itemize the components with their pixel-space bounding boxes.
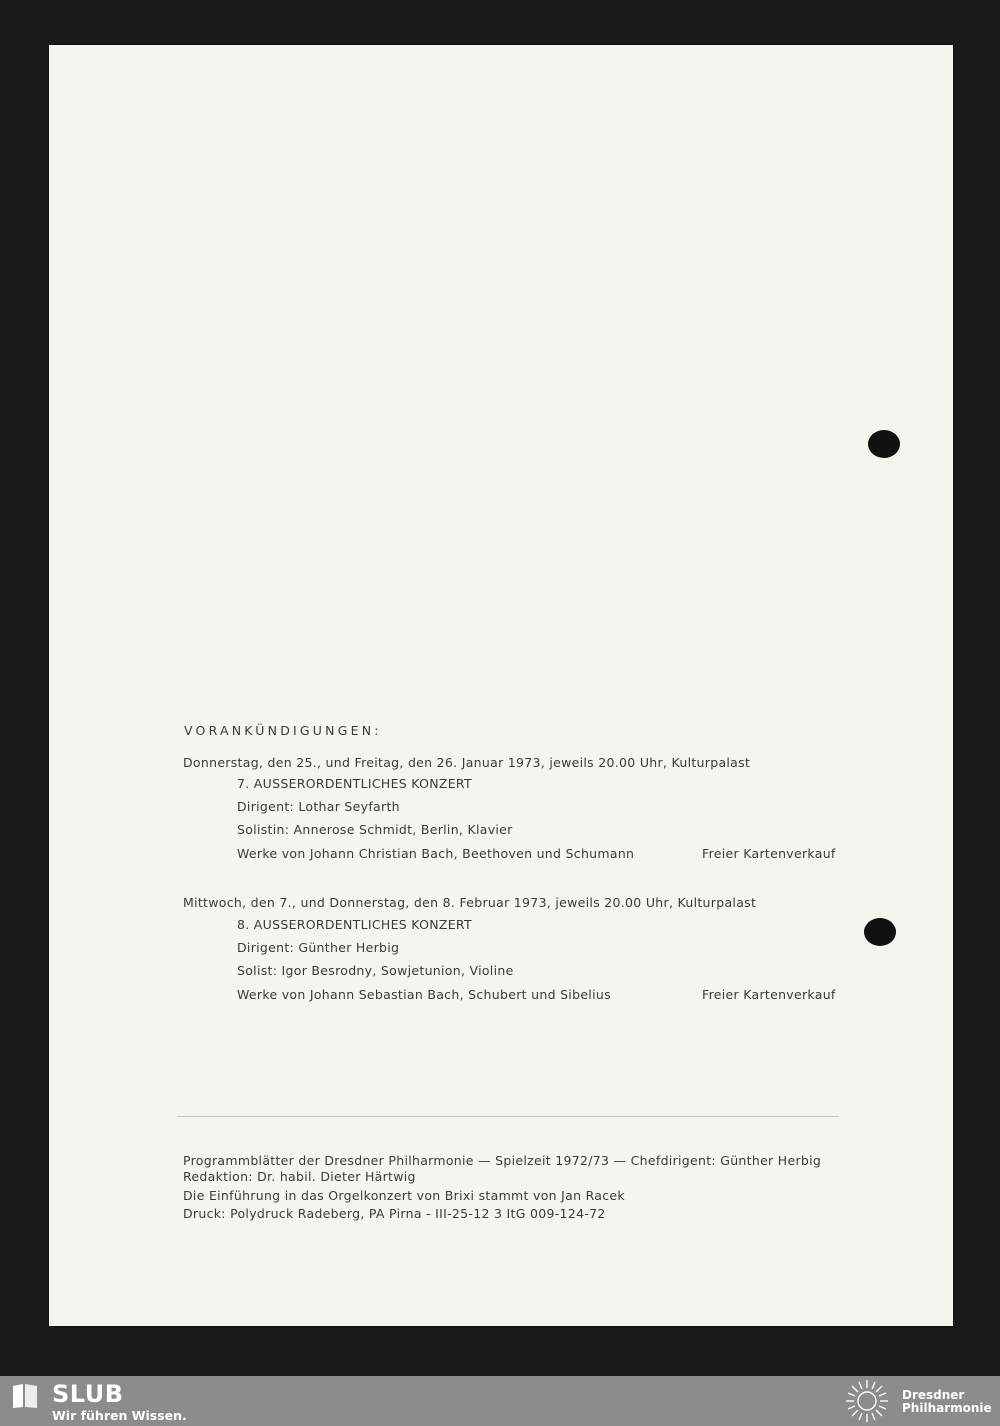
philharmonie-logo-icon[interactable]	[840, 1378, 894, 1424]
concert-2-soloist: Solist: Igor Besrodny, Sowjetunion, Violine	[237, 963, 514, 978]
imprint-line-1: Programmblätter der Dresdner Philharmonie — Spielzeit 1972/73 — Chefdirigent: Günther Herbig	[183, 1153, 822, 1168]
concert-1-tickets: Freier Kartenverkauf	[702, 846, 836, 861]
concert-1-date: Donnerstag, den 25., und Freitag, den 26. Januar 1973, jeweils 20.00 Uhr, Kulturpalast	[183, 755, 751, 770]
imprint-line-2: Redaktion: Dr. habil. Dieter Härtwig	[183, 1169, 416, 1184]
concert-2-title: 8. AUSSERORDENTLICHES KONZERT	[237, 917, 472, 932]
announcements-heading: VORANKÜNDIGUNGEN:	[184, 723, 382, 738]
punch-hole-top	[868, 430, 900, 458]
punch-hole-bottom	[864, 918, 896, 946]
philharmonie-name	[902, 1389, 992, 1415]
philharmonie-name-line-2: Philharmonie	[902, 1401, 992, 1415]
divider-rule	[177, 1116, 839, 1117]
concert-1-title: 7. AUSSERORDENTLICHES KONZERT	[237, 776, 472, 791]
philharmonie-name-line-1: Dresdner	[902, 1388, 965, 1402]
concert-2-date: Mittwoch, den 7., und Donnerstag, den 8. Februar 1973, jeweils 20.00 Uhr, Kulturpalast	[183, 895, 757, 910]
imprint-line-4: Druck: Polydruck Radeberg, PA Pirna - III-25-12 3 ItG 009-124-72	[183, 1206, 606, 1221]
concert-2-tickets: Freier Kartenverkauf	[702, 987, 836, 1002]
concert-1-conductor: Dirigent: Lothar Seyfarth	[237, 799, 400, 814]
concert-2-works: Werke von Johann Sebastian Bach, Schubert und Sibelius	[237, 987, 611, 1002]
concert-1-works: Werke von Johann Christian Bach, Beethoven und Schumann	[237, 846, 635, 861]
document-page	[49, 45, 953, 1326]
concert-2-conductor: Dirigent: Günther Herbig	[237, 940, 400, 955]
slub-logo-text[interactable]: SLUB	[52, 1380, 124, 1408]
concert-1-soloist: Solistin: Annerose Schmidt, Berlin, Klavier	[237, 822, 513, 837]
imprint-line-3: Die Einführung in das Orgelkonzert von Brixi stammt von Jan Racek	[183, 1188, 625, 1203]
slub-tagline: Wir führen Wissen.	[52, 1408, 187, 1423]
book-icon	[11, 1383, 39, 1409]
